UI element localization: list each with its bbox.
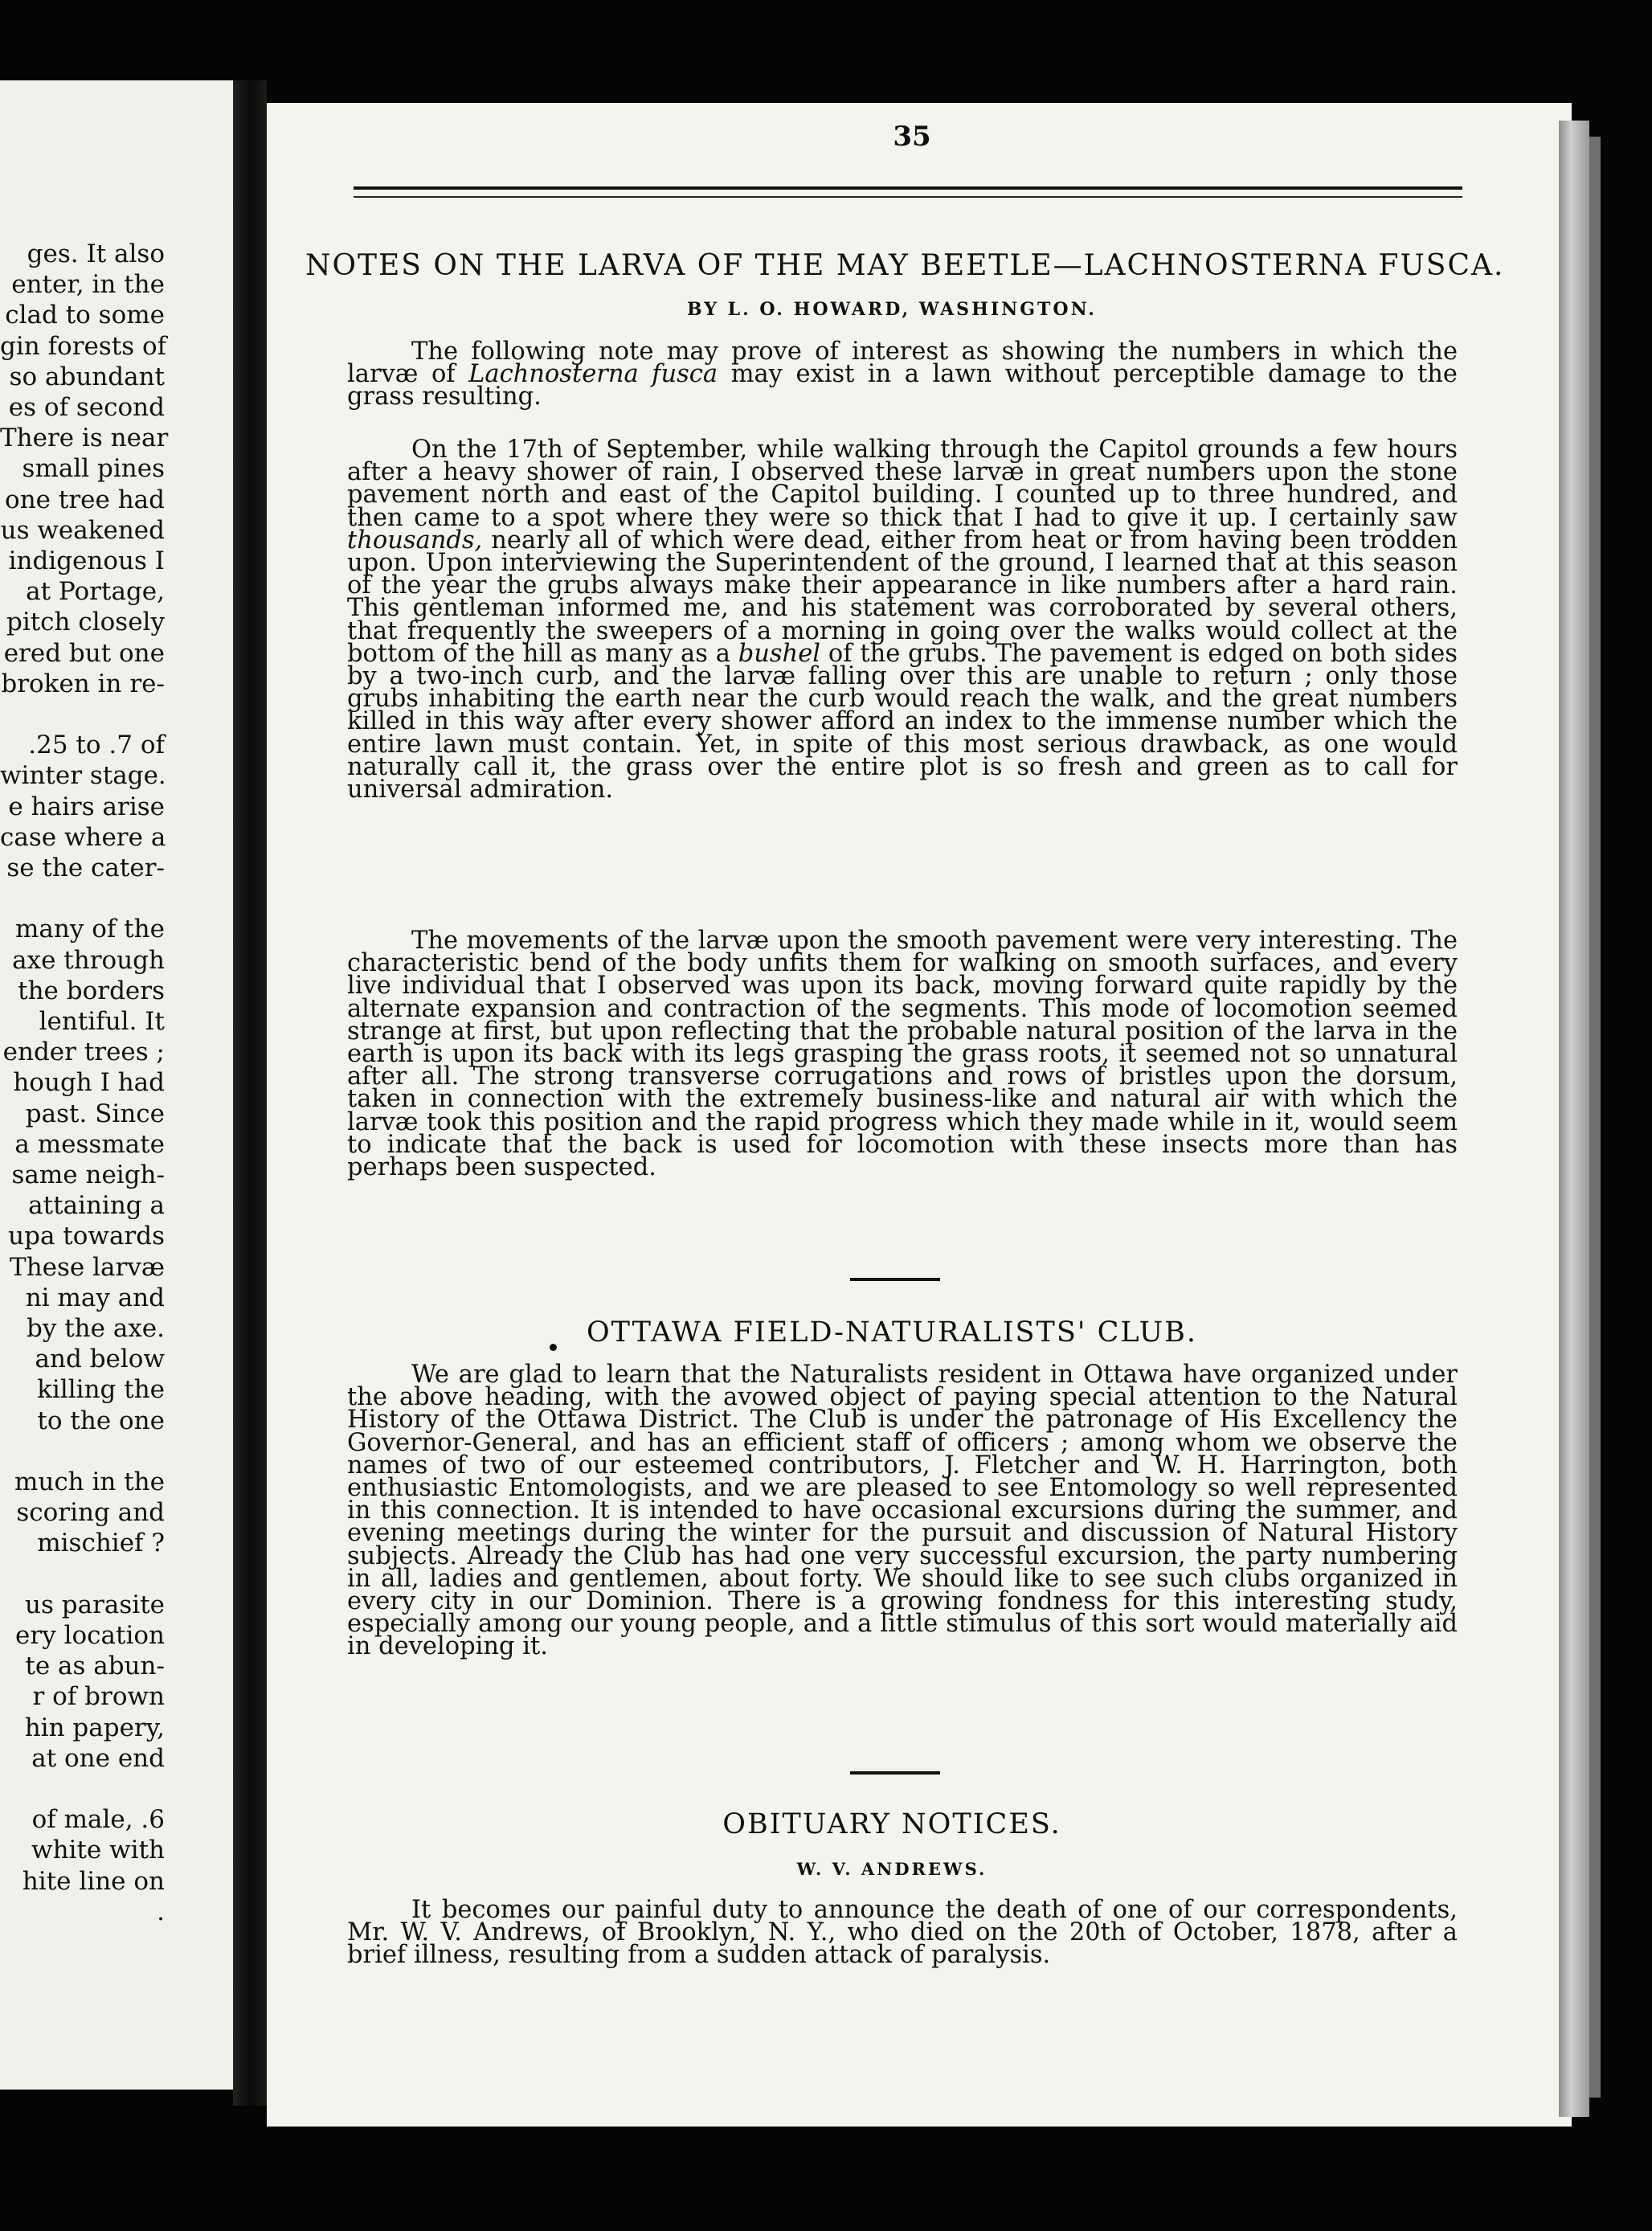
section-divider (850, 1278, 940, 1281)
previous-page-line: There is near (0, 424, 169, 453)
previous-page-line: us weakened (0, 515, 165, 545)
previous-page-line: lentiful. It (39, 1007, 165, 1036)
previous-page-line: mischief ? (37, 1529, 165, 1558)
previous-page-line: ered but one (3, 638, 165, 668)
article-paragraph: It becomes our painful duty to announce the death of one of our correspondents, Mr. W. V. Andrews, of Brooklyn, N. Y., who died on the 20th of October, 1878, after a brief illness, resulting from a sudden attack of paralysis. (347, 1896, 1458, 1970)
previous-page-line: attaining a (28, 1191, 165, 1221)
previous-page-line: upa towards (8, 1222, 165, 1251)
article-paragraph: The movements of the larvæ upon the smooth pavement were very interesting. The characteristic bend of the body unfits them for walking on smooth surfaces, and every live individual that I observed was upon its back, moving forward quite rapidly by the alternate expansion and contraction of the segments. This mode of locomotion seemed strange at first, but upon reflecting that the probable natural position of the larva in the earth is upon its back with its legs grasping the grass roots, it seemed not so unnatural after all. The strong transverse corrugations and rows of bristles upon the dorsum, taken in connection with the extremely business-like and natural air with which the larvæ took this position and the rapid progress which they made while in it, would seem to indicate that the back is used for locomotion with these insects more than has perhaps been suspected. (347, 927, 1458, 1182)
page-number: 35 (893, 121, 931, 153)
previous-page-line: to the one (37, 1406, 165, 1435)
article-title: NOTES ON THE LARVA OF THE MAY BEETLE—LACHNOSTERNA FUSCA. (305, 249, 1505, 282)
previous-page-line: at one end (31, 1743, 165, 1773)
previous-page-line: e hairs arise (8, 792, 165, 821)
previous-page-line: ender trees ; (2, 1038, 165, 1067)
previous-page-line: axe through (12, 945, 165, 975)
previous-page-line: broken in re- (1, 669, 165, 698)
previous-page-line: and below (35, 1345, 165, 1374)
ink-dot (550, 1344, 557, 1351)
previous-page-line: same neigh- (11, 1161, 165, 1189)
previous-page-line: r of brown (32, 1682, 165, 1712)
previous-page-line: . (157, 1897, 165, 1926)
article-paragraph: We are glad to learn that the Naturalists resident in Ottawa have organized under the above heading, with the avowed object of paying special attention to the Natural History of the Ottawa District. The Club is under the patronage of His Excellency the Governor-General, and has an efficient staff of officers ; among whom we observe the names of two of our esteemed contributors, J. Fletcher and W. H. Harrington, both enthusiastic Entomologists, and we are pleased to see Entomology so well represented in this connection. It is intended to have occasional excursions during the summer, and evening meetings during the winter for the pursuit and discussion of Natural History subjects. Already the Club has had one very successful excursion, the party numbering in all, ladies and gentlemen, about forty. We should like to see such clubs organized in every city in our Dominion. There is a growing fondness for this interesting study, especially among our young people, and a little stimulus of this sort would materially aid in developing it. (347, 1361, 1458, 1661)
previous-page-line: hin papery, (24, 1713, 165, 1742)
page-edge (1559, 121, 1589, 2117)
previous-page-line: killing the (37, 1375, 165, 1405)
previous-page-line: clad to some (5, 301, 165, 330)
previous-page-line: ery location (15, 1621, 165, 1650)
article-paragraph: On the 17th of September, while walking through the Capitol grounds a few hours after a heavy shower of rain, I observed these larvæ in great numbers upon the stone pavement north and east of the Capitol building. I counted up to three hundred, and then came to a spot where they were so thick that I had to give it up. I certainly saw thousands, nearly all of which were dead, either from heat or from having been trodden upon. Upon interviewing the Superintendent of the ground, I learned that at this season of the year the grubs always make their appearance in like numbers after a hard rain. This gentleman informed me, and his statement was corroborated by several others, that frequently the sweepers of a morning in going over the walks would collect at the bottom of the hill as many as a bushel of the grubs. The pavement is edged on both sides by a two-inch curb, and the larvæ falling over this are unable to return ; only those grubs inhabiting the earth near the curb would reach the walk, and the great numbers killed in this way after every shower afford an index to the immense number which the entire lawn must contain. Yet, in spite of this most serious drawback, as one would naturally call it, the grass over the entire plot is so fresh and green as to call for universal admiration. (347, 436, 1458, 804)
previous-page-line: by the axe. (27, 1314, 165, 1343)
previous-page-line: es of second (8, 393, 165, 422)
previous-page-line: case where a (0, 822, 166, 852)
previous-page-line: ges. It also (27, 239, 165, 268)
previous-page-line: enter, in the (11, 270, 165, 300)
previous-page-line: so abundant (9, 362, 165, 391)
previous-page-line: a messmate (14, 1129, 165, 1159)
previous-page-line: ni may and (25, 1283, 165, 1312)
previous-page-line: hough I had (13, 1068, 165, 1098)
previous-page-line: .25 to .7 of (28, 731, 165, 760)
previous-page-line: te as abun- (25, 1652, 165, 1681)
previous-page-line: us parasite (25, 1590, 165, 1619)
previous-page-line: These larvæ (10, 1252, 165, 1282)
previous-page-line: one tree had (5, 485, 165, 514)
header-rule-thin (354, 196, 1462, 198)
previous-page-line: pitch closely (6, 608, 165, 637)
previous-page-line: white with (31, 1836, 165, 1865)
obituary-subject: W. V. ANDREWS. (796, 1859, 988, 1879)
page-edge-shadow (1589, 137, 1601, 2098)
section-title: OBITUARY NOTICES. (722, 1808, 1061, 1840)
previous-page-line: of male, .6 (31, 1805, 165, 1835)
previous-page-line: past. Since (25, 1099, 165, 1128)
article-byline: BY L. O. HOWARD, WASHINGTON. (687, 299, 1097, 320)
previous-page-line: small pines (22, 454, 165, 484)
previous-page-line: gin forests of (0, 331, 167, 361)
previous-page-line: the borders (18, 976, 165, 1005)
previous-page-line: se the cater- (6, 854, 165, 882)
previous-page-line: indigenous I (8, 546, 165, 575)
section-divider (850, 1771, 940, 1775)
header-rule (354, 186, 1462, 190)
book-spine (233, 80, 267, 2106)
previous-page-line: winter stage. (0, 761, 166, 791)
section-title: OTTAWA FIELD-NATURALISTS' CLUB. (586, 1316, 1198, 1349)
article-paragraph: The following note may prove of interest as showing the numbers in which the larvæ of Lachnosterna fusca may exist in a lawn without perceptible damage to the grass resulting. (347, 338, 1458, 411)
previous-page-line: at Portage, (26, 577, 165, 607)
previous-page-line: much in the (14, 1468, 165, 1496)
previous-page-line: scoring and (16, 1498, 165, 1528)
previous-page-line: many of the (15, 915, 165, 944)
previous-page-line: hite line on (22, 1866, 165, 1896)
